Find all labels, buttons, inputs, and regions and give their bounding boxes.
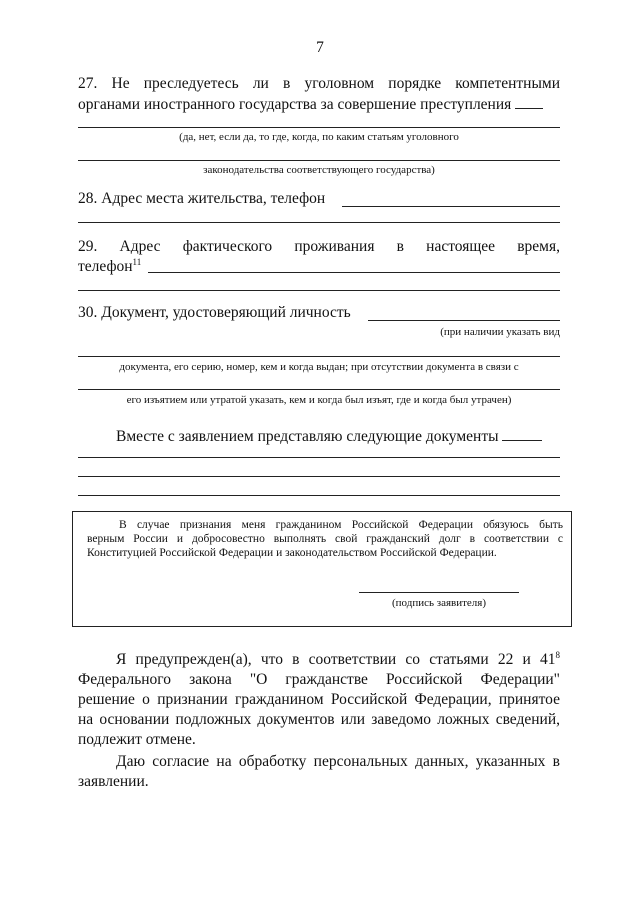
warning-line2: Федерального закона "О гражданстве Российской Федерации" bbox=[78, 671, 560, 688]
q27-hint2: законодательства соответствующего государства) bbox=[203, 164, 435, 176]
page-number: 7 bbox=[316, 39, 324, 56]
q28-answer-line-2[interactable] bbox=[78, 222, 560, 223]
attachments-line-3[interactable] bbox=[78, 495, 560, 496]
warning-line1 bbox=[116, 650, 560, 670]
q30-hint3: его изъятием или утратой указать, кем и когда был изъят, где и когда был утрачен) bbox=[126, 394, 512, 406]
q28-label: 28. Адрес места жительства, телефон bbox=[78, 190, 326, 207]
attachments-line-1[interactable] bbox=[78, 457, 560, 458]
q30-answer-field[interactable] bbox=[368, 320, 560, 321]
signature-line[interactable] bbox=[359, 592, 519, 593]
q29-answer-field[interactable] bbox=[148, 272, 560, 273]
q29-answer-line-2[interactable] bbox=[78, 290, 560, 291]
consent-line1: Даю согласие на обработку персональных данных, указанных в bbox=[116, 753, 560, 770]
q29-phone-label: телефон bbox=[78, 258, 133, 275]
attachments-label: Вместе с заявлением представляю следующие документы bbox=[116, 428, 499, 445]
consent-line2: заявлении. bbox=[78, 773, 149, 790]
warning-footnote: 8 bbox=[555, 649, 560, 660]
q28-answer-field[interactable] bbox=[342, 206, 560, 207]
attachments-field[interactable] bbox=[502, 426, 542, 441]
q27-answer-line-2[interactable] bbox=[78, 160, 560, 161]
q27-line2 bbox=[78, 94, 560, 115]
q27-line1: 27. Не преследуетесь ли в уголовном порядке компетентными bbox=[78, 75, 560, 92]
q29-line2 bbox=[78, 257, 141, 277]
warning-line5: подлежит отмене. bbox=[78, 731, 196, 748]
q27-hint1: (да, нет, если да, то где, когда, по каким статьям уголовного bbox=[179, 131, 459, 143]
q29-line1: 29. Адрес фактического проживания в настоящее время, bbox=[78, 238, 560, 255]
q29-footnote: 11 bbox=[132, 256, 142, 267]
q30-label: 30. Документ, удостоверяющий личность bbox=[78, 304, 351, 321]
warning-line3: решение о признании гражданином Российской Федерации, принятое bbox=[78, 691, 560, 708]
q27-line2-text: органами иностранного государства за совершение преступления bbox=[78, 96, 512, 113]
obligation-line2: верным России и добросовестно выполнять свой гражданский долг в соответствии с bbox=[87, 533, 563, 545]
q30-hint2: документа, его серию, номер, кем и когда выдан; при отсутствии документа в связи с bbox=[119, 361, 519, 373]
q30-answer-line-3[interactable] bbox=[78, 389, 560, 390]
warning-line1-text: Я предупрежден(а), что в соответствии со статьями 22 и 41 bbox=[116, 651, 556, 668]
q30-answer-line-2[interactable] bbox=[78, 356, 560, 357]
q27-answer-line-1[interactable] bbox=[78, 127, 560, 128]
q27-answer-field[interactable] bbox=[515, 94, 543, 109]
attachments-line-2[interactable] bbox=[78, 476, 560, 477]
q30-hint1: (при наличии указать вид bbox=[440, 326, 560, 338]
obligation-line3: Конституцией Российской Федерации и законодательством Российской Федерации. bbox=[87, 547, 497, 559]
warning-line4: на основании подложных документов или заведомо ложных сведений, bbox=[78, 711, 560, 728]
signature-hint: (подпись заявителя) bbox=[391, 597, 487, 609]
attachments-label-row bbox=[116, 426, 542, 447]
obligation-box bbox=[72, 511, 572, 627]
obligation-line1: В случае признания меня гражданином Российской Федерации обязуюсь быть bbox=[119, 519, 563, 531]
